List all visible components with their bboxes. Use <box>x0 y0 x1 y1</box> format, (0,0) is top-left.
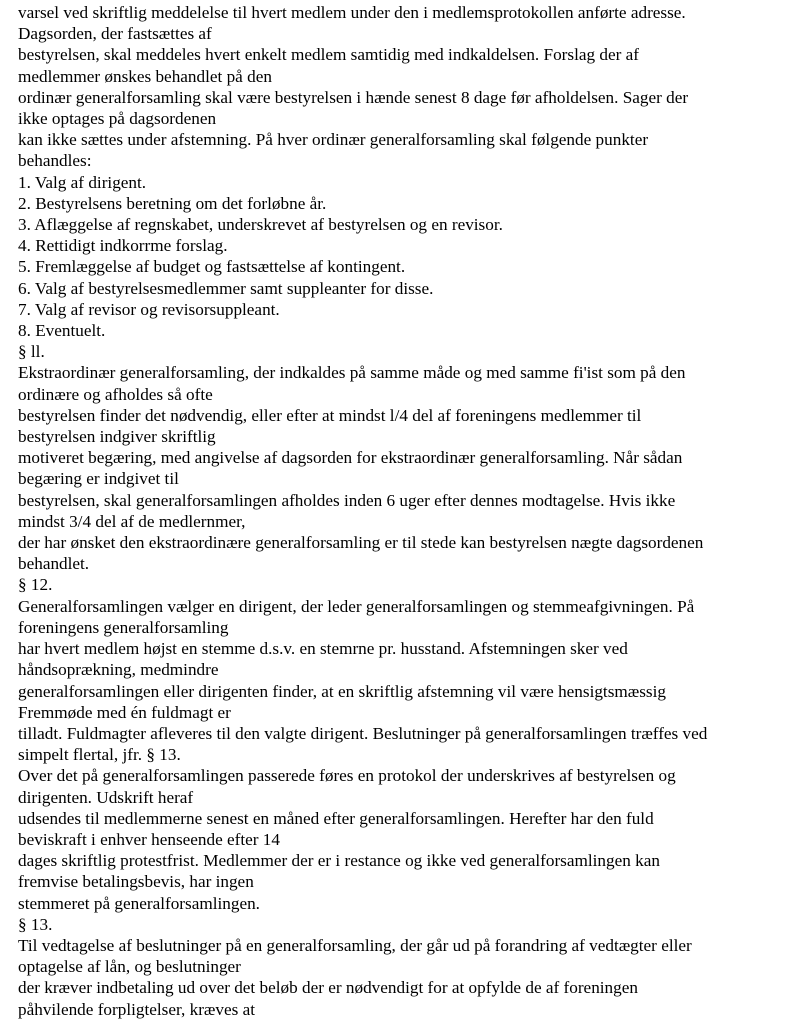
text-line: behandles: <box>18 151 92 171</box>
text-line: Til vedtagelse af beslutninger på en generalforsamling, der går ud på forandring af vedtægter eller <box>18 935 692 955</box>
text-line: der har ønsket den ekstraordinære generalforsamling er til stede kan bestyrelsen nægte dagsordenen <box>18 533 704 553</box>
text-line: medlemmer ønskes behandlet på den <box>18 66 272 86</box>
text-line: kan ikke sættes under afstemning. På hver ordinær generalforsamling skal følgende punkter <box>18 130 649 150</box>
text-line: bestyrelsen, skal meddeles hvert enkelt medlem samtidig med indkaldelsen. Forslag der af <box>18 45 639 65</box>
text-line: begæring er indgivet til <box>18 469 179 489</box>
text-line: har hvert medlem højst en stemme d.s.v. en stemrne pr. husstand. Afstemningen sker ved <box>18 639 628 659</box>
agenda-item-8: 8. Eventuelt. <box>18 321 106 341</box>
agenda-item-1: 1. Valg af dirigent. <box>18 172 147 192</box>
text-line: motiveret begæring, med angivelse af dagsorden for ekstraordinær generalforsamling. Når sådan <box>18 448 683 468</box>
section-heading-13: § 13. <box>18 914 53 934</box>
text-line: optagelse af lån, og beslutninger <box>18 957 241 977</box>
text-line: tilladt. Fuldmagter afleveres til den valgte dirigent. Beslutninger på generalforsamlingen træffes ved <box>18 723 708 743</box>
text-line: mindst 3/4 del af de medlernmer, <box>18 511 246 531</box>
text-line: dages skriftlig protestfrist. Medlemmer der er i restance og ikke ved generalforsamlingen kan <box>18 851 660 871</box>
agenda-item-7: 7. Valg af revisor og revisorsuppleant. <box>18 299 280 319</box>
text-line: bestyrelsen indgiver skriftlig <box>18 427 216 447</box>
text-line: ordinære og afholdes så ofte <box>18 384 213 404</box>
text-line: Ekstraordinær generalforsamling, der indkaldes på samme måde og med samme fi'ist som på den <box>18 363 686 383</box>
text-line: bestyrelsen, skal generalforsamlingen afholdes inden 6 uger efter dennes modtagelse. Hvis ikke <box>18 490 676 510</box>
text-line: Fremmøde med én fuldmagt er <box>18 702 231 722</box>
text-line: der kræver indbetaling ud over det beløb der er nødvendigt for at opfylde de af foreningen <box>18 978 638 998</box>
text-line: bestyrelsen finder det nødvendig, eller efter at mindst l/4 del af foreningens medlemmer til <box>18 405 642 425</box>
text-line: fremvise betalingsbevis, har ingen <box>18 872 254 892</box>
agenda-item-5: 5. Fremlæggelse af budget og fastsættelse af kontingent. <box>18 257 406 277</box>
text-line: behandlet. <box>18 554 90 574</box>
agenda-item-2: 2. Bestyrelsens beretning om det forløbne år. <box>18 193 327 213</box>
agenda-item-4: 4. Rettidigt indkorrme forslag. <box>18 236 228 256</box>
text-line: påhvilende forpligtelser, kræves at <box>18 999 255 1019</box>
text-line: foreningens generalforsamling <box>18 617 229 637</box>
text-line: simpelt flertal, jfr. § 13. <box>18 745 181 765</box>
section-heading-12: § 12. <box>18 575 53 595</box>
text-line: varsel ved skriftlig meddelelse til hvert medlem under den i medlemsprotokollen anførte adresse. <box>18 3 686 22</box>
text-line: håndsoprækning, medmindre <box>18 660 219 680</box>
text-line: Generalforsamlingen vælger en dirigent, der leder generalforsamlingen og stemmeafgivningen. På <box>18 596 695 616</box>
text-line: generalforsamlingen eller dirigenten finder, at en skriftlig afstemning vil være hensigtsmæssig <box>18 681 666 701</box>
text-line: ikke optages på dagsordenen <box>18 109 217 129</box>
agenda-item-3: 3. Aflæggelse af regnskabet, underskrevet af bestyrelsen og en revisor. <box>18 215 503 235</box>
document-body <box>18 2 793 1020</box>
text-line: stemmeret på generalforsamlingen. <box>18 893 260 913</box>
text-line: beviskraft i enhver henseende efter 14 <box>18 829 280 849</box>
text-line: Dagsorden, der fastsættes af <box>18 24 212 44</box>
section-heading-11: § ll. <box>18 342 45 362</box>
agenda-item-6: 6. Valg af bestyrelsesmedlemmer samt suppleanter for disse. <box>18 278 434 298</box>
text-line: udsendes til medlemmerne senest en måned efter generalforsamlingen. Herefter har den fuld <box>18 808 654 828</box>
text-line: ordinær generalforsamling skal være bestyrelsen i hænde senest 8 dage før afholdelsen. Sager der <box>18 87 689 107</box>
text-line: dirigenten. Udskrift heraf <box>18 787 194 807</box>
text-line: Over det på generalforsamlingen passerede føres en protokol der underskrives af bestyrelsen og <box>18 766 676 786</box>
